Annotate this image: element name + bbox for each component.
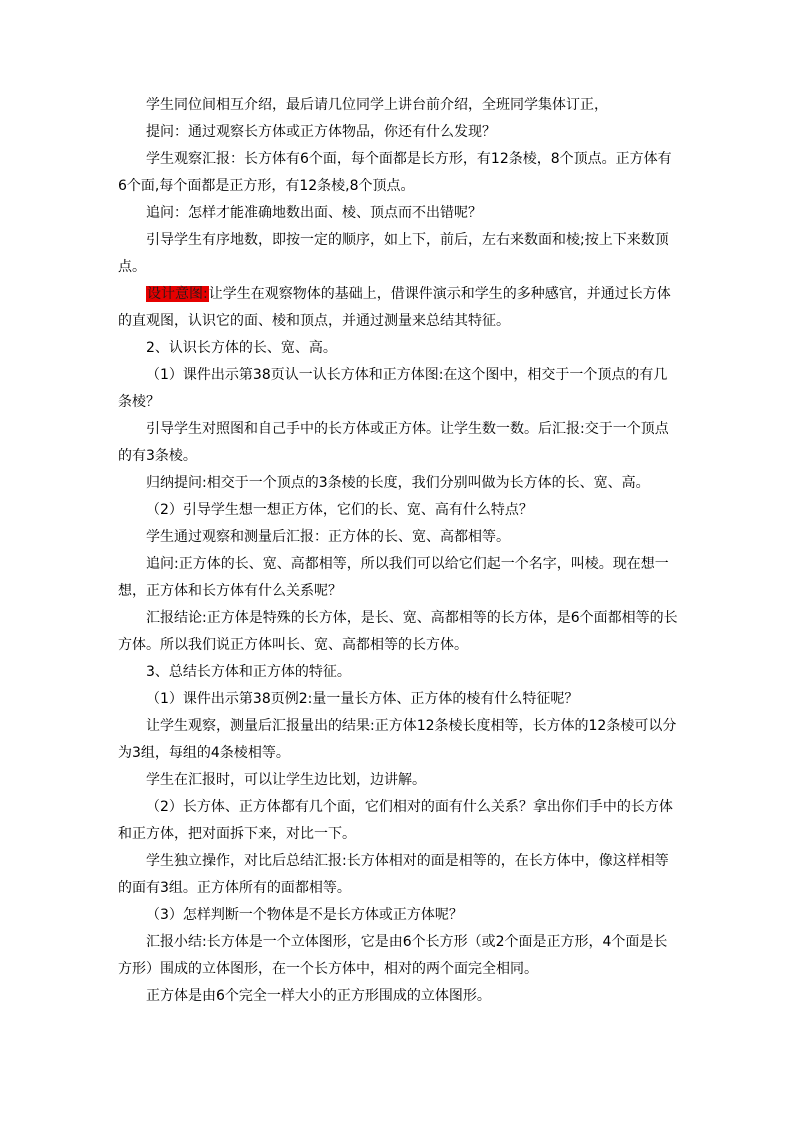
paragraph-18: [118, 767, 680, 794]
paragraph-text: 归纳提问:相交于一个顶点的3条棱的长度，我们分别叫做为长方体的长、宽、高。: [146, 475, 650, 491]
paragraph-text: （1）课件出示第38页认一认长方体和正方体图:在这个图中，相交于一个顶点的有几条棱？: [118, 367, 668, 410]
paragraph-text: 提问：通过观察长方体或正方体物品，你还有什么发现？: [146, 124, 496, 140]
paragraph-11: [118, 497, 680, 524]
paragraph-1: [118, 92, 680, 119]
paragraph-14: [118, 605, 680, 659]
paragraph-16: [118, 686, 680, 713]
paragraph-text: 学生同位间相互介绍，最后请几位同学上讲台前介绍，全班同学集体订正，: [146, 97, 608, 113]
paragraph-17: [118, 713, 680, 767]
paragraph-8: [118, 362, 680, 416]
paragraph-text: （1）课件出示第38页例2:量一量长方体、正方体的棱有什么特征呢？: [146, 691, 579, 707]
paragraph-text: 引导学生对照图和自己手中的长方体或正方体。让学生数一数。后汇报:交于一个顶点的有3条棱。: [118, 421, 669, 464]
paragraph-20: [118, 848, 680, 902]
paragraph-text: 正方体是由6个完全一样大小的正方形围成的立体图形。: [146, 988, 491, 1004]
paragraph-text: （3）怎样判断一个物体是不是长方体或正方体呢？: [146, 907, 463, 923]
paragraph-text: 学生通过观察和测量后汇报：正方体的长、宽、高都相等。: [146, 529, 510, 545]
paragraph-21: [118, 902, 680, 929]
paragraph-text: 追问:正方体的长、宽、高都相等，所以我们可以给它们起一个名字，叫棱。现在想一想，正方体和长方体有什么关系呢？: [118, 556, 669, 599]
document-body: [118, 92, 680, 1010]
paragraph-text: 学生独立操作，对比后总结汇报:长方体相对的面是相等的，在长方体中，像这样相等的面有3组。正方体所有的面都相等。: [118, 853, 669, 896]
paragraph-text: 学生观察汇报：长方体有6个面，每个面都是长方形，有12条棱，8个顶点。正方体有6个面,每个面都是正方形，有12条棱,8个顶点。: [118, 151, 672, 194]
paragraph-design-intent: [118, 281, 680, 335]
paragraph-13: [118, 551, 680, 605]
paragraph-text: 汇报小结:长方体是一个立体图形，它是由6个长方形（或2个面是正方形，4个面是长方形）围成的立体图形，在一个长方体中，相对的两个面完全相同。: [118, 934, 668, 977]
section-heading: 2、认识长方体的长、宽、高。: [146, 340, 337, 356]
paragraph-9: [118, 416, 680, 470]
paragraph-12: [118, 524, 680, 551]
paragraph-text: （2）长方体、正方体都有几个面，它们相对的面有什么关系？拿出你们手中的长方体和正方体，把对面拆下来，对比一下。: [118, 799, 673, 842]
section-heading: 3、总结长方体和正方体的特征。: [146, 664, 351, 680]
design-intent-label: 设计意图:: [147, 286, 208, 302]
paragraph-23: [118, 983, 680, 1010]
paragraph-text: 追问：怎样才能准确地数出面、棱、顶点而不出错呢？: [146, 205, 482, 221]
paragraph-19: [118, 794, 680, 848]
paragraph-4: [118, 200, 680, 227]
paragraph-text: 让学生观察，测量后汇报量出的结果:正方体12条棱长度相等，长方体的12条棱可以分为3组，每组的4条棱相等。: [118, 718, 677, 761]
paragraph-22: [118, 929, 680, 983]
paragraph-15: [118, 659, 680, 686]
paragraph-text: 引导学生有序地数，即按一定的顺序，如上下，前后，左右来数面和棱;按上下来数顶点。: [118, 232, 669, 275]
paragraph-2: [118, 119, 680, 146]
paragraph-7: [118, 335, 680, 362]
paragraph-5: [118, 227, 680, 281]
paragraph-text: 让学生在观察物体的基础上，借课件演示和学生的多种感官，并通过长方体的直观图，认识它的面、棱和顶点，并通过测量来总结其特征。: [118, 286, 671, 329]
paragraph-3: [118, 146, 680, 200]
paragraph-text: 汇报结论:正方体是特殊的长方体，是长、宽、高都相等的长方体，是6个面都相等的长方体。所以我们说正方体叫长、宽、高都相等的长方体。: [118, 610, 678, 653]
paragraph-text: 学生在汇报时，可以让学生边比划，边讲解。: [146, 772, 426, 788]
paragraph-text: （2）引导学生想一想正方体，它们的长、宽、高有什么特点？: [146, 502, 533, 518]
paragraph-10: [118, 470, 680, 497]
